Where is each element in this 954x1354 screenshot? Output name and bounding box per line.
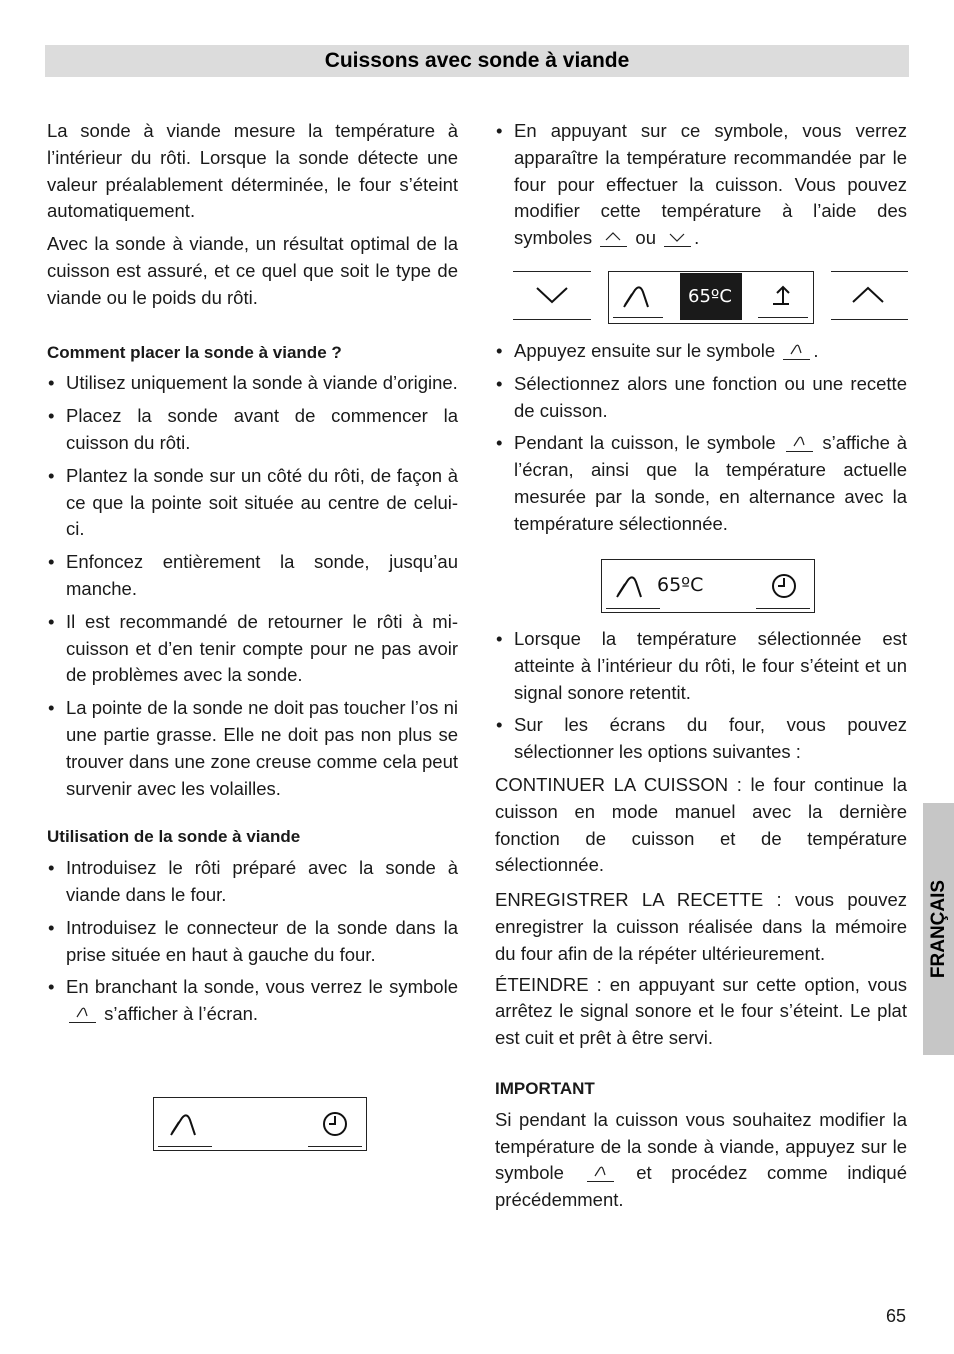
intro-paragraph-2: Avec la sonde à viande, un résultat optimal de la cuisson est assuré, et ce quel que soit le type de viande ou le poids du rôti. (47, 233, 458, 308)
list-item: • Lorsque la température sélectionnée est atteinte à l’intérieur du rôti, le four s’éteint et un signal sonore retentit. (495, 626, 907, 706)
list-item: • Utilisez uniquement la sonde à viande d’origine. (47, 370, 458, 397)
important-heading: IMPORTANT (495, 1078, 595, 1098)
meat-probe-icon (783, 339, 810, 360)
list-item (495, 118, 907, 252)
list-item: • Introduisez le rôti préparé avec la sonde à viande dans le four. (47, 855, 458, 909)
list-item (47, 974, 458, 1028)
list-item: • Introduisez le connecteur de la sonde dans la prise située en haut à gauche du four. (47, 915, 458, 969)
option-save-recipe: ENREGISTRER LA RECETTE : vous pouvez enregistrer la cuisson réalisée dans la mémoire du four afin de la répéter ultérieurement. (495, 889, 907, 964)
option-continue: CONTINUER LA CUISSON : le four continue la cuisson en mode manuel avec la dernière fonction de cuisson et de température sélectionnée. (495, 773, 907, 876)
clock-icon[interactable] (770, 572, 800, 602)
steps-list-1 (495, 118, 907, 252)
list-item-text: En appuyant sur ce symbole, vous verrez apparaître la température recommandée par le four pour effectuer la cuisson. Vous pouvez modifier cette température à l’aide des symboles (514, 120, 907, 249)
divider (158, 1146, 212, 1147)
temperature-highlight[interactable] (680, 273, 742, 320)
list-item: • Il est recommandé de retourner le rôti à mi-cuisson et d’en tenir compte pour ne pas avoir de problèmes avec la sonde. (47, 609, 458, 689)
paragraph-text: Si pendant la cuisson vous souhaitez modifier la température de la sonde à viande, appuyez sur le symbole (495, 1108, 907, 1184)
section-heading-placement: Comment placer la sonde à viande ? (47, 342, 342, 362)
meat-probe-icon[interactable] (621, 280, 657, 312)
divider (831, 319, 908, 320)
divider (758, 317, 808, 318)
list-item (495, 430, 907, 537)
section-heading-usage: Utilisation de la sonde à viande (47, 827, 301, 847)
page-title: Cuissons avec sonde à viande (324, 49, 630, 72)
divider (606, 608, 660, 609)
meat-probe-icon (587, 1161, 614, 1182)
divider (613, 317, 663, 318)
divider (831, 271, 908, 272)
divider (513, 319, 591, 320)
list-item: • Sélectionnez alors une fonction ou une recette de cuisson. (495, 371, 907, 425)
list-item-text: En branchant la sonde, vous verrez le symbole (66, 976, 458, 998)
list-item: • Sur les écrans du four, vous pouvez sélectionner les options suivantes : (495, 712, 907, 766)
placement-list (47, 370, 458, 802)
list-item-text: Pendant la cuisson, le symbole (514, 432, 776, 454)
oven-display-probe (153, 1097, 367, 1151)
steps-list-3 (495, 626, 907, 766)
list-item: • Placez la sonde avant de commencer la cuisson du rôti. (47, 403, 458, 457)
divider (756, 608, 810, 609)
list-item: • Plantez la sonde sur un côté du rôti, de façon à ce que la pointe soit située au centre de celui-ci. (47, 463, 458, 543)
temperature-value: 65ºC (688, 286, 732, 307)
left-column (47, 118, 458, 1034)
probe-confirm-icon[interactable] (769, 282, 801, 310)
divider (513, 271, 591, 272)
chevron-down-icon (664, 226, 691, 247)
meat-probe-icon (786, 431, 813, 452)
right-column-lower (495, 626, 907, 1214)
language-tab (923, 803, 954, 1055)
title-bar (45, 45, 909, 77)
list-item-text: . (813, 340, 819, 361)
language-label: FRANÇAIS (927, 879, 949, 979)
important-paragraph (495, 1107, 907, 1214)
intro-paragraph-1: La sonde à viande mesure la température à l’intérieur du rôti. Lorsque la sonde détecte une valeur préalablement déterminée, le four s’éteint automatiquement. (47, 120, 458, 222)
divider (308, 1146, 362, 1147)
cooking-display-panel (601, 559, 815, 613)
list-item: • La pointe de la sonde ne doit pas toucher l’os ni une partie grasse. Elle ne doit pas non plus se trouver dans une zone creuse comme cela peut survenir avec les volailles. (47, 695, 458, 802)
clock-icon[interactable] (321, 1110, 351, 1140)
list-item-text: ou (635, 227, 656, 249)
list-item (495, 338, 907, 365)
page-number: 65 (885, 1306, 906, 1326)
temperature-value: 65ºC (657, 574, 704, 596)
chevron-up-icon[interactable] (851, 284, 887, 306)
probe-display-panel (608, 271, 814, 324)
chevron-up-icon (600, 226, 627, 247)
meat-probe-icon[interactable] (614, 570, 650, 602)
option-turn-off: ÉTEINDRE : en appuyant sur cette option, vous arrêtez le signal sonore et le four s’éteint. Le plat est cuit et prêt à être servi. (495, 973, 907, 1049)
list-item-text: Appuyez ensuite sur le symbole (514, 340, 776, 361)
list-item-text: s’affiche à l’écran, ainsi que la température actuelle mesurée par la sonde, en alternance avec la température sélectionnée. (514, 432, 907, 534)
steps-list-2 (495, 338, 907, 538)
chevron-down-icon[interactable] (535, 284, 571, 306)
usage-list (47, 855, 458, 1028)
paragraph-text: et procédez comme indiqué précédemment. (495, 1162, 907, 1211)
meat-probe-icon[interactable] (168, 1108, 204, 1140)
list-item-text: s’afficher à l’écran. (104, 1003, 259, 1025)
list-item-text: . (694, 227, 700, 249)
list-item: • Enfoncez entièrement la sonde, jusqu’au manche. (47, 549, 458, 603)
right-column (495, 118, 907, 258)
meat-probe-icon (69, 1002, 96, 1023)
right-column-middle (495, 338, 907, 544)
